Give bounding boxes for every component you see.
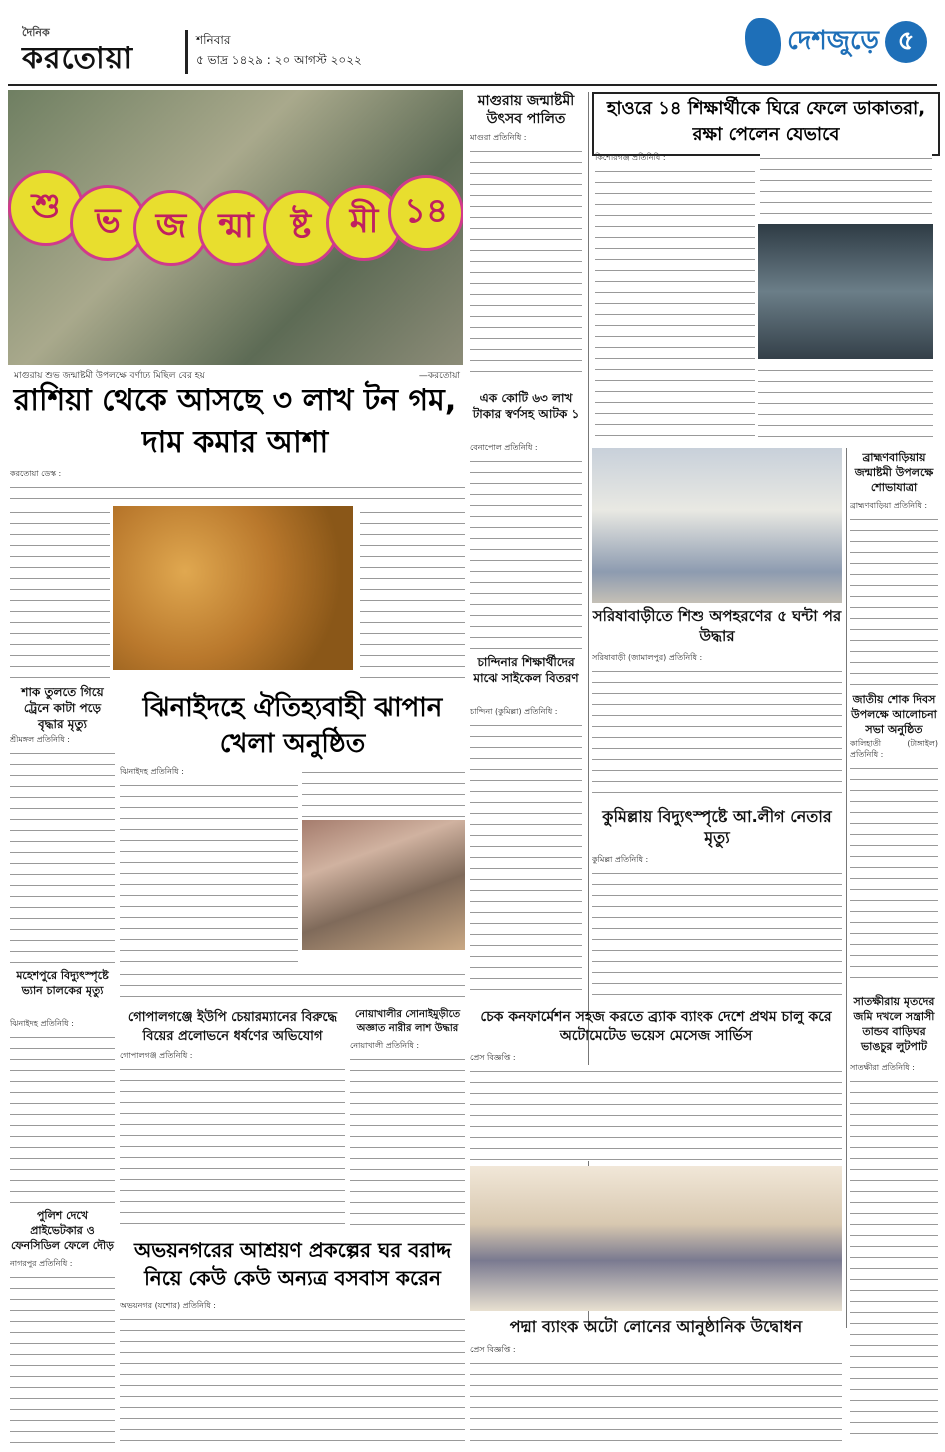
photo-ring-6: মী bbox=[326, 185, 402, 261]
headline-padma: পদ্মা ব্যাংক অটো লোনের আনুষ্ঠানিক উদ্বোধন bbox=[509, 1317, 803, 1336]
dateline: করতোয়া ডেস্ক : bbox=[10, 469, 62, 478]
story-body bbox=[470, 455, 582, 651]
story-ashrayan bbox=[120, 1300, 465, 1446]
photo-ring-7: ১৪ bbox=[388, 175, 463, 251]
lead-photo-credit: —করতোয়া bbox=[418, 371, 460, 381]
dateline: প্রেস বিজ্ঞপ্তি : bbox=[470, 1345, 516, 1354]
headline-gold: এক কোটি ৬৩ লাখ টাকার স্বর্ণসহ আটক ১ bbox=[472, 391, 580, 421]
story-haore-1 bbox=[595, 152, 755, 444]
page-number: ৫ bbox=[885, 21, 927, 63]
story-body bbox=[592, 665, 842, 801]
issue-day: শনিবার bbox=[196, 33, 231, 47]
story-jhapan-3 bbox=[120, 968, 465, 1002]
issue-date-text: ৫ ভাদ্র ১৪২৯ : ২০ আগস্ট ২০২২ bbox=[196, 53, 362, 67]
story-body bbox=[850, 1075, 938, 1441]
story-shok bbox=[850, 738, 938, 988]
story-comilla bbox=[592, 854, 842, 1004]
story-jhapan-1 bbox=[120, 766, 298, 966]
lead-photo-caption: মাগুরায় শুভ জন্মাষ্টমী উপলক্ষে বর্ণাঢ্য মিছিল বের হয় bbox=[14, 371, 205, 381]
story-body bbox=[350, 1053, 465, 1229]
bangladesh-map-icon bbox=[745, 18, 781, 66]
padma-bank-photo bbox=[470, 1166, 842, 1311]
headline-comilla: কুমিল্লায় বিদ্যুৎস্পৃষ্টে আ.লীগ নেতার মৃত্যু bbox=[602, 807, 832, 847]
dateline: শ্রীমঙ্গল প্রতিনিধি : bbox=[10, 735, 70, 744]
story-body bbox=[10, 747, 115, 963]
headline-jhapan: ঝিনাইদহে ঐতিহ্যবাহী ঝাপান খেলা অনুষ্ঠিত bbox=[142, 693, 443, 759]
headline-shatkhira: সাতক্ষীরায় মৃতদের জমি দখলে সন্ত্রাসী তান্ডব বাড়িঘর ভাঙচুর লুটপাট bbox=[853, 995, 935, 1053]
story-magura bbox=[470, 132, 582, 382]
story-shatkhira bbox=[850, 1062, 938, 1442]
story-body bbox=[470, 145, 582, 380]
headline-gopal: গোপালগঞ্জে ইউপি চেয়ারম্যানের বিরুদ্ধে বিয়ের প্রলোভনে ধর্ষণের অভিযোগ bbox=[127, 1010, 338, 1044]
headline-police: পুলিশ দেখে প্রাইভেটকার ও ফেনসিডিল ফেলে দৌড় bbox=[11, 1209, 114, 1252]
photo-ring-2: ভ bbox=[70, 185, 146, 261]
headline-brahman: ব্রাহ্মণবাড়িয়ায় জন্মাষ্টমী উপলক্ষে শোভাযাত্রা bbox=[854, 451, 934, 494]
headline-abduct: সরিষাবাড়ীতে শিশু অপহরণের ৫ ঘন্টা পর উদ্ধার bbox=[592, 607, 842, 645]
logo-prefix: দৈনিক bbox=[22, 26, 50, 39]
jhapan-photo bbox=[302, 820, 465, 950]
abduct-photo bbox=[592, 448, 842, 603]
story-body bbox=[595, 165, 755, 443]
story-jhapan-2 bbox=[302, 766, 465, 818]
story-body bbox=[760, 152, 932, 222]
lead-photo bbox=[8, 90, 463, 365]
story-brac bbox=[470, 1052, 842, 1162]
story-russia-col1 bbox=[10, 506, 110, 678]
haore-photo bbox=[758, 224, 933, 359]
headline-shok: জাতীয় শোক দিবস উপলক্ষে আলোচনা সভা অনুষ্ঠিত bbox=[851, 693, 937, 736]
story-mohesh bbox=[10, 1018, 115, 1204]
story-body bbox=[360, 506, 465, 678]
issue-date bbox=[196, 30, 362, 70]
story-body bbox=[120, 1063, 345, 1229]
story-body bbox=[758, 364, 933, 444]
dateline: ঝিনাইদহ প্রতিনিধি : bbox=[10, 1019, 74, 1028]
story-body bbox=[850, 513, 938, 685]
story-body bbox=[470, 719, 582, 1000]
dateline: প্রেস বিজ্ঞপ্তি : bbox=[470, 1053, 516, 1062]
headline-chandina: চান্দিনার শিক্ষার্থীদের মাঝে সাইকেল বিতরণ bbox=[473, 655, 579, 685]
newspaper-logo bbox=[22, 24, 182, 76]
story-haore-3 bbox=[758, 364, 933, 444]
headline-brac: চেক কনফার্মেশন সহজ করতে ব্র্যাক ব্যাংক দেশে প্রথম চালু করে অটোমেটেড ভয়েস মেসেজ সার্ভিস bbox=[480, 1009, 832, 1044]
photo-ring-3: জ bbox=[133, 190, 209, 266]
story-body bbox=[592, 867, 842, 1003]
story-body bbox=[120, 1313, 465, 1445]
masthead bbox=[0, 0, 945, 84]
headline-haore: হাওরে ১৪ শিক্ষার্থীকে ঘিরে ফেলে ডাকাতরা, রক্ষা পেলেন যেভাবে bbox=[606, 98, 926, 145]
dateline: চান্দিনা (কুমিল্লা) প্রতিনিধি : bbox=[470, 707, 558, 716]
masthead-divider bbox=[185, 30, 188, 74]
headline-shak: শাক তুলতে গিয়ে ট্রেনে কাটা পড়ে বৃদ্ধার মৃত্যু bbox=[21, 685, 104, 731]
headline-russia: রাশিয়া থেকে আসছে ৩ লাখ টন গম, দাম কমার আশা bbox=[13, 383, 457, 460]
story-russia-intro bbox=[10, 468, 465, 502]
story-abduct bbox=[592, 652, 842, 802]
dateline: কিশোরগঞ্জ প্রতিনিধি : bbox=[595, 153, 666, 162]
story-body bbox=[10, 1271, 115, 1443]
story-russia-col2 bbox=[360, 506, 465, 678]
story-body bbox=[10, 481, 465, 502]
dateline: সরিষাবাড়ী (জামালপুর) প্রতিনিধি : bbox=[592, 653, 703, 662]
story-body bbox=[120, 779, 298, 965]
story-gold bbox=[470, 442, 582, 652]
story-body bbox=[10, 506, 110, 678]
dateline: কুমিল্লা প্রতিনিধি : bbox=[592, 855, 649, 864]
dateline: ব্রাহ্মণবাড়িয়া প্রতিনিধি : bbox=[850, 501, 928, 510]
section-title: দেশজুড়ে bbox=[787, 26, 879, 56]
dateline: ঝিনাইদহ প্রতিনিধি : bbox=[120, 767, 184, 776]
dateline: গোপালগঞ্জ প্রতিনিধি : bbox=[120, 1051, 193, 1060]
dateline: কালিহাতী (টাঙ্গাইল) প্রতিনিধি : bbox=[850, 739, 938, 759]
masthead-rule bbox=[8, 84, 937, 86]
story-body bbox=[10, 1031, 115, 1203]
story-padma bbox=[470, 1344, 842, 1444]
story-shak bbox=[10, 734, 115, 964]
story-haore-2 bbox=[760, 152, 932, 222]
photo-ring-4: ন্মা bbox=[198, 190, 274, 266]
section-header bbox=[745, 12, 927, 72]
dateline: সাতক্ষীরা প্রতিনিধি : bbox=[850, 1063, 915, 1072]
box-haore bbox=[592, 92, 940, 156]
story-body bbox=[120, 968, 465, 1002]
photo-ring-5: ষ্ট bbox=[263, 190, 339, 266]
story-body bbox=[470, 1065, 842, 1161]
headline-magura: মাগুরায় জন্মাষ্টমী উৎসব পালিত bbox=[477, 93, 575, 127]
story-chandina bbox=[470, 706, 582, 1001]
dateline: নাগরপুর প্রতিনিধি : bbox=[10, 1259, 73, 1268]
story-brahman bbox=[850, 500, 938, 686]
story-body bbox=[470, 1357, 842, 1443]
column-rule bbox=[846, 448, 847, 1328]
headline-noakhali: নোয়াখালীর সোনাইমুড়ীতে অজ্ঞাত নারীর লাশ উদ্ধার bbox=[354, 1009, 461, 1034]
story-noakhali bbox=[350, 1040, 465, 1230]
story-police bbox=[10, 1258, 115, 1444]
story-gopal bbox=[120, 1050, 345, 1230]
dateline: মাগুরা প্রতিনিধি : bbox=[470, 133, 527, 142]
headline-ashrayan: অভয়নগরের আশ্রয়ণ প্রকল্পের ঘর বরাদ্দ নিয়ে কেউ কেউ অন্যত্র বসবাস করেন bbox=[133, 1238, 451, 1290]
dateline: নোয়াখালী প্রতিনিধি : bbox=[350, 1041, 420, 1050]
logo-name: করতোয়া bbox=[22, 41, 134, 76]
story-body bbox=[302, 766, 465, 818]
dateline: বেনাপোল প্রতিনিধি : bbox=[470, 443, 538, 452]
wheat-photo bbox=[113, 506, 353, 670]
story-body bbox=[850, 762, 938, 988]
dateline: অভয়নগর (যশোর) প্রতিনিধি : bbox=[120, 1301, 216, 1310]
photo-ring-1: শু bbox=[8, 170, 84, 246]
headline-mohesh: মহেশপুরে বিদ্যুৎস্পৃষ্টে ভ্যান চালকের মৃত্যু bbox=[16, 969, 109, 997]
